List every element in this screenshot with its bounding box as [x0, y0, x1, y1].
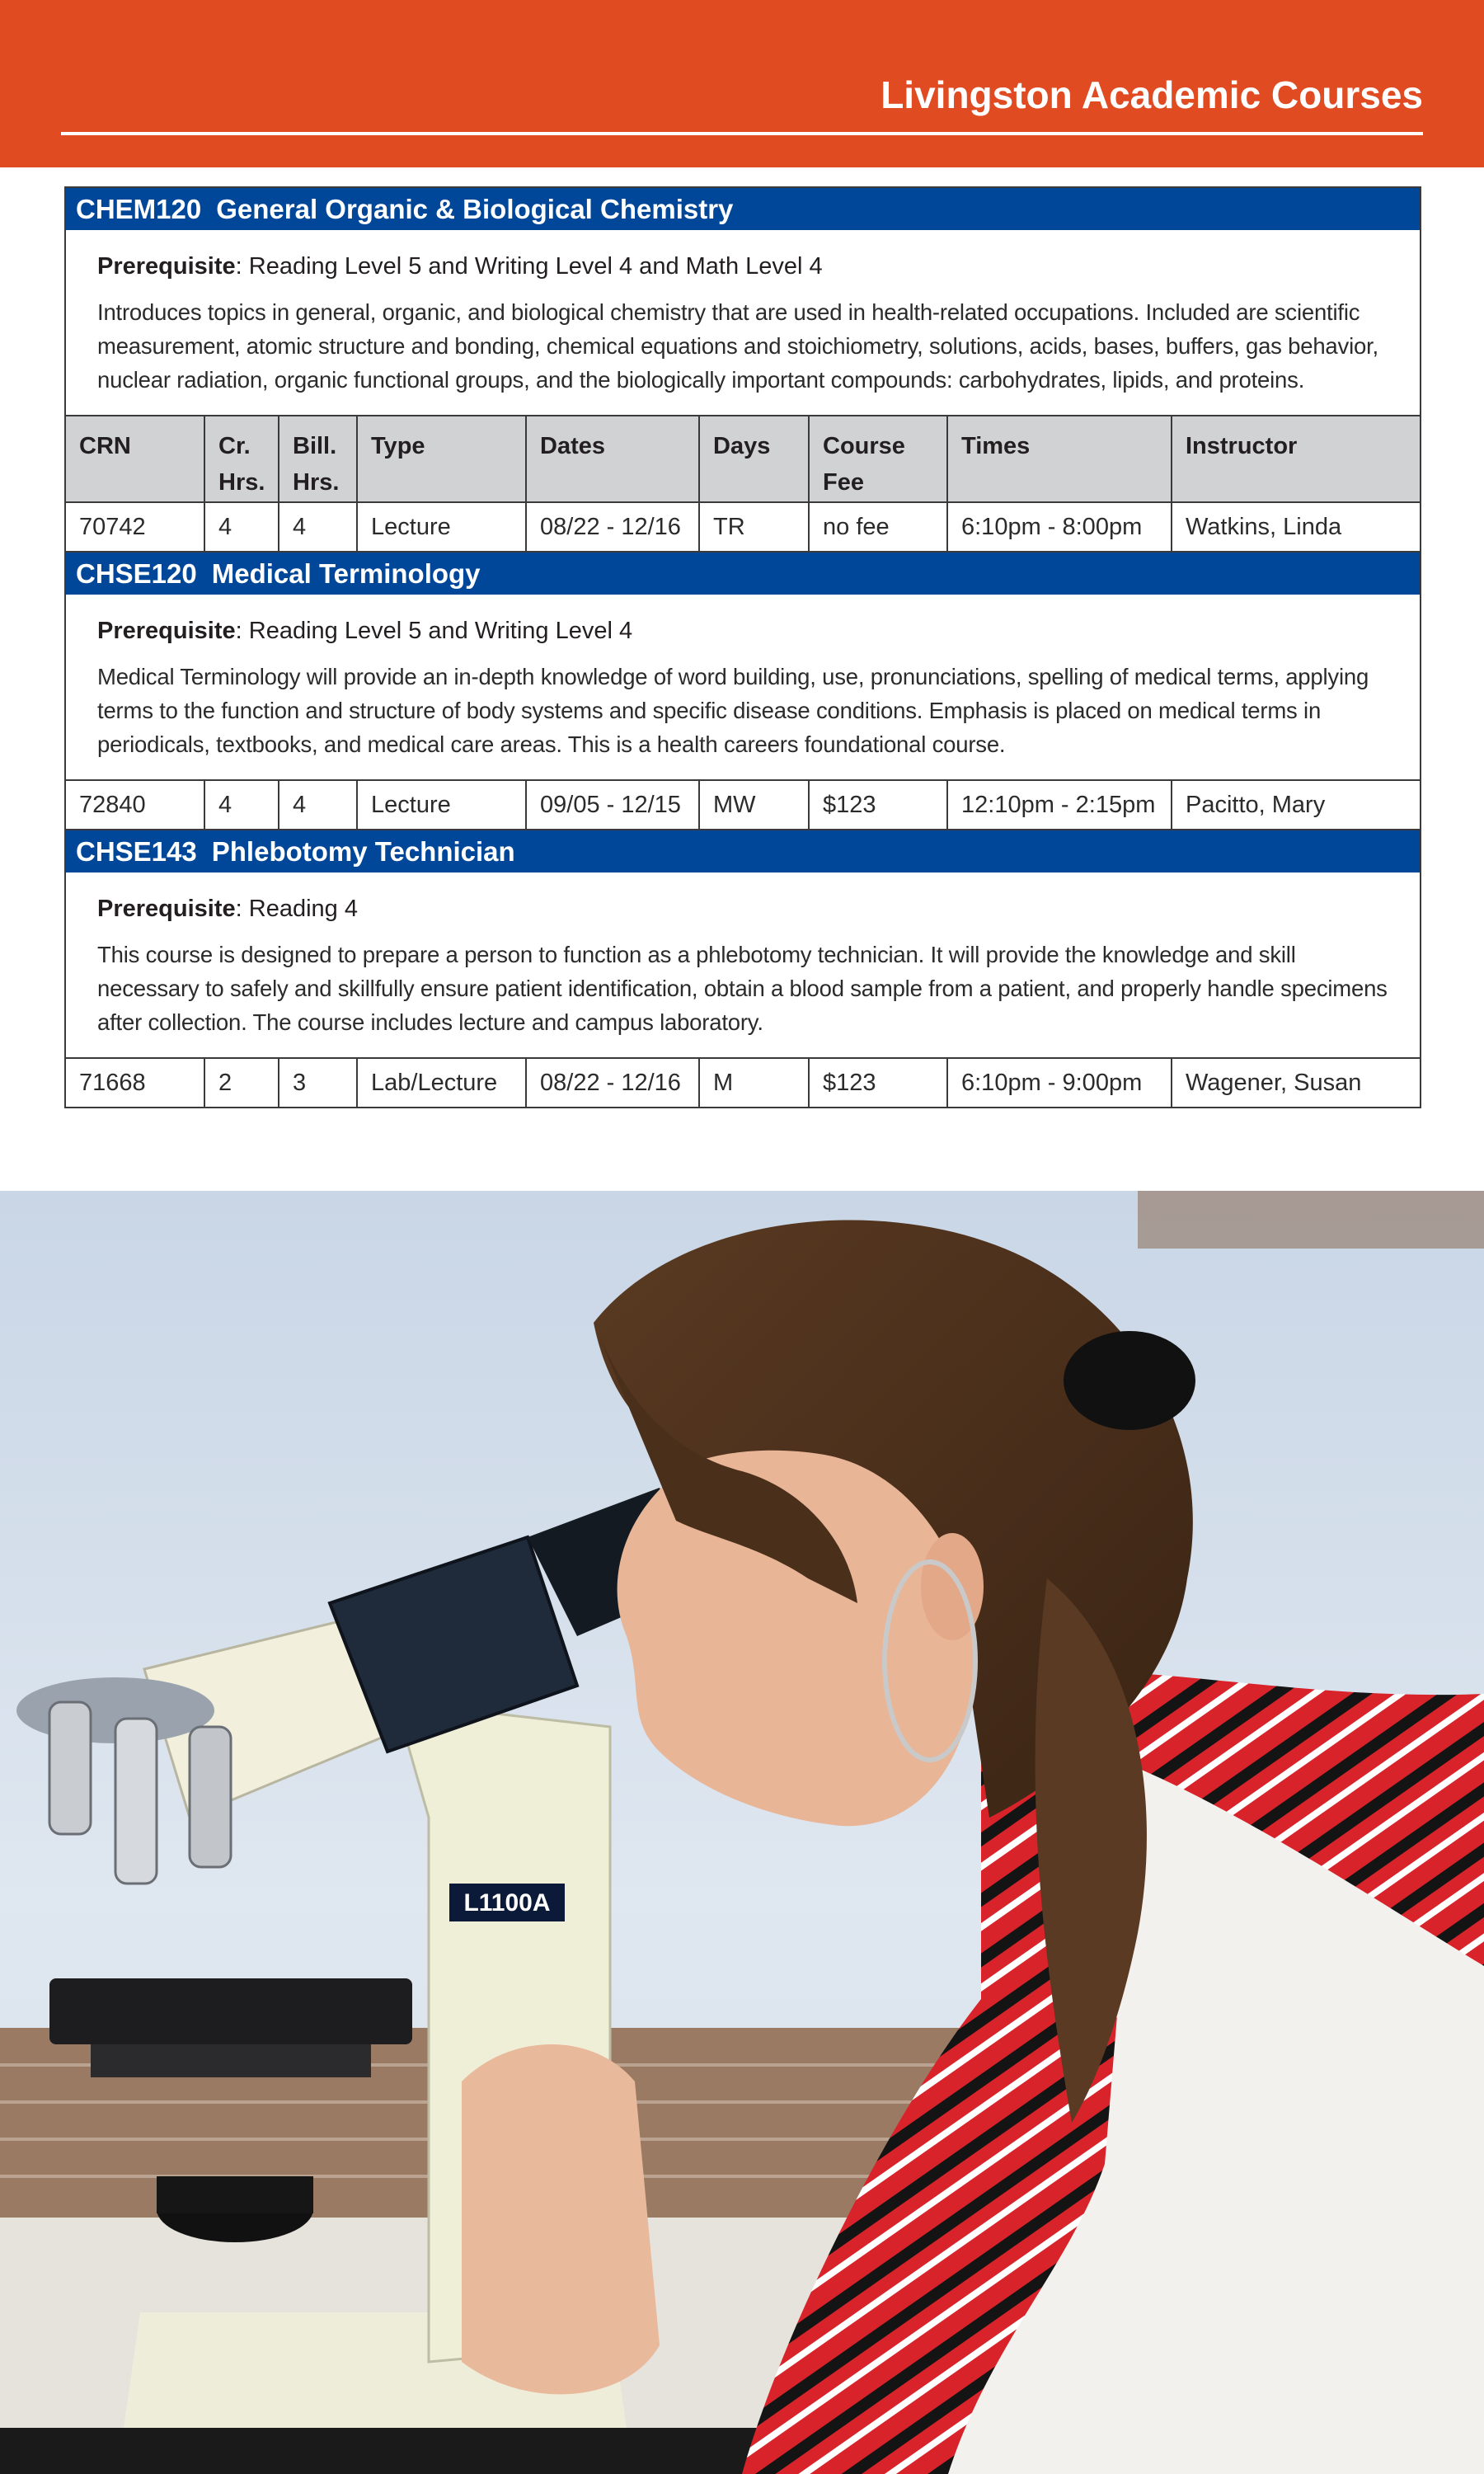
times-cell: 6:10pm - 9:00pm	[947, 1059, 1172, 1108]
type-cell: Lecture	[357, 781, 526, 830]
prerequisite-text: : Reading Level 5 and Writing Level 4 and Math Level 4	[235, 253, 823, 280]
section-table	[66, 781, 1420, 830]
column-header: CRN	[66, 416, 204, 502]
microscope-model-label: L1100A	[463, 1889, 551, 1917]
page-title: Livingston Academic Courses	[881, 73, 1423, 116]
column-header: Type	[357, 416, 526, 502]
credit-hours-cell: 4	[204, 781, 279, 830]
course-details	[66, 230, 1420, 416]
days-cell: TR	[699, 502, 809, 552]
column-header: Times	[947, 416, 1172, 502]
course-code: CHEM120	[76, 194, 202, 224]
table-row	[66, 502, 1420, 552]
crn-cell: 72840	[66, 781, 204, 830]
instructor-cell: Wagener, Susan	[1172, 1059, 1420, 1108]
course-title: General Organic & Biological Chemistry	[216, 194, 734, 224]
prerequisite	[97, 618, 1390, 645]
fee-cell: $123	[809, 781, 947, 830]
course-description: Introduces topics in general, organic, and biological chemistry that are used in health-related occupations. Included are scientific measurement, atomic structure and bonding, chemical equations and stoichiometry, solutions, acids, bases, buffers, gas behavior, nuclear radiation, organic functional groups, and the biologically important compounds: carbohydrates, lipids, and proteins.	[97, 299, 1378, 393]
course-title: Medical Terminology	[211, 558, 481, 589]
column-header: Course Fee	[809, 416, 947, 502]
column-header: Bill. Hrs.	[279, 416, 357, 502]
course-list	[64, 186, 1421, 1108]
photo-illustration	[0, 1191, 1484, 2474]
header-banner	[0, 0, 1484, 167]
course-header	[66, 830, 1420, 872]
credit-hours-cell: 4	[204, 502, 279, 552]
column-header: Dates	[526, 416, 699, 502]
table-row	[66, 1059, 1420, 1108]
course-details	[66, 872, 1420, 1059]
type-cell: Lecture	[357, 502, 526, 552]
billing-hours-cell: 3	[279, 1059, 357, 1108]
instructor-cell: Watkins, Linda	[1172, 502, 1420, 552]
course-header	[66, 188, 1420, 230]
days-cell: M	[699, 1059, 809, 1108]
prerequisite-text: : Reading Level 5 and Writing Level 4	[235, 618, 633, 644]
fee-cell: $123	[809, 1059, 947, 1108]
prerequisite	[97, 253, 1390, 280]
times-cell: 6:10pm - 8:00pm	[947, 502, 1172, 552]
dates-cell: 08/22 - 12/16	[526, 1059, 699, 1108]
column-header: Instructor	[1172, 416, 1420, 502]
prerequisite-label: Prerequisite	[97, 253, 236, 280]
prerequisite-label: Prerequisite	[97, 896, 236, 922]
prerequisite-label: Prerequisite	[97, 618, 236, 644]
crn-cell: 70742	[66, 502, 204, 552]
dates-cell: 09/05 - 12/15	[526, 781, 699, 830]
column-header: Days	[699, 416, 809, 502]
course-header	[66, 553, 1420, 595]
prerequisite	[97, 896, 1390, 923]
course-description: This course is designed to prepare a person to function as a phlebotomy technician. It will provide the knowledge and skill necessary to safely and skillfully ensure patient identification, obtain a blood sample from a patient, and properly handle specimens after collection. The course includes lecture and campus laboratory.	[97, 942, 1388, 1035]
crn-cell: 71668	[66, 1059, 204, 1108]
billing-hours-cell: 4	[279, 502, 357, 552]
header-rule	[61, 132, 1423, 135]
course-description: Medical Terminology will provide an in-depth knowledge of word building, use, pronunciations, spelling of medical terms, applying terms to the function and structure of body systems and specific disease conditions. Emphasis is placed on medical terms in periodicals, textbooks, and medical care areas. This is a health careers foundational course.	[97, 664, 1369, 757]
course-code: CHSE120	[76, 558, 197, 589]
billing-hours-cell: 4	[279, 781, 357, 830]
instructor-cell: Pacitto, Mary	[1172, 781, 1420, 830]
days-cell: MW	[699, 781, 809, 830]
column-header: Cr. Hrs.	[204, 416, 279, 502]
course-code: CHSE143	[76, 836, 197, 867]
course-details	[66, 595, 1420, 781]
fee-cell: no fee	[809, 502, 947, 552]
type-cell: Lab/Lecture	[357, 1059, 526, 1108]
credit-hours-cell: 2	[204, 1059, 279, 1108]
times-cell: 12:10pm - 2:15pm	[947, 781, 1172, 830]
prerequisite-text: : Reading 4	[235, 896, 358, 922]
table-header-row	[66, 416, 1420, 502]
student-microscope-photo	[0, 1191, 1484, 2474]
table-row	[66, 781, 1420, 830]
course-title: Phlebotomy Technician	[211, 836, 515, 867]
section-table	[66, 416, 1420, 553]
section-table	[66, 1059, 1420, 1108]
dates-cell: 08/22 - 12/16	[526, 502, 699, 552]
